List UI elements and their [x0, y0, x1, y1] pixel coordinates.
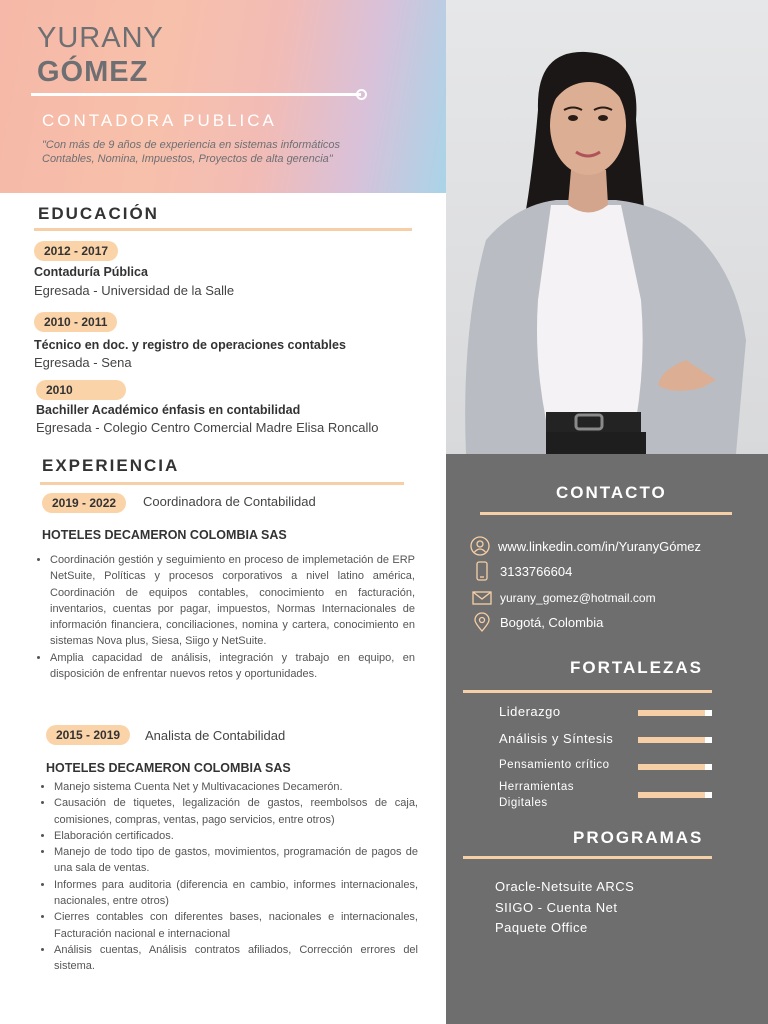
- email-address[interactable]: yurany_gomez@hotmail.com: [500, 591, 656, 605]
- contact-divider: [480, 512, 732, 515]
- education-years: 2010 - 2011: [34, 312, 117, 332]
- education-degree: Técnico en doc. y registro de operaciones contables: [34, 338, 346, 352]
- header-banner: [0, 0, 446, 193]
- strength-bar: [638, 792, 712, 798]
- job-role: CONTADORA PUBLICA: [42, 111, 277, 130]
- education-years: 2012 - 2017: [34, 241, 118, 261]
- contact-email[interactable]: [472, 588, 656, 608]
- profile-photo: [446, 0, 768, 454]
- job-position: Coordinadora de Contabilidad: [143, 494, 316, 509]
- contact-linkedin[interactable]: [470, 536, 701, 556]
- location-text: Bogotá, Colombia: [500, 614, 604, 630]
- job-years: 2019 - 2022: [42, 493, 126, 513]
- contact-phone: [472, 561, 572, 581]
- education-degree: Contaduría Pública: [34, 265, 148, 279]
- job-company: HOTELES DECAMERON COLOMBIA SAS: [46, 761, 291, 775]
- strength-label: Análisis y Síntesis: [499, 731, 614, 746]
- mail-icon: [472, 588, 492, 608]
- programs-divider: [463, 856, 712, 859]
- list-item: • Cierres contables con diferentes bases, nacionales e internacionales, Facturación nacional e internacional: [54, 909, 418, 942]
- list-item: • Coordinación gestión y seguimiento en proceso de implemetación de ERP NetSuite, Políticas y procesos corporativos a nivel latino américa, Coordinación de equipos contables, conocimiento en facturación, inventarios, cuentas por pagar, impuestos, Normas Internacionales de información financiera, conciliaciones, nomina y cartera, conocimiento en sistemas Nova plus, Siesa, Siigo y NetSuite.: [50, 552, 415, 650]
- program-item: Oracle-Netsuite ARCS: [495, 879, 635, 894]
- strengths-divider: [463, 690, 712, 693]
- education-title: EDUCACIÓN: [38, 204, 159, 223]
- strength-label: Liderazgo: [499, 704, 561, 719]
- contact-title: CONTACTO: [556, 483, 667, 502]
- phone-number: 3133766604: [500, 563, 573, 579]
- profile-summary: "Con más de 9 años de experiencia en sistemas informáticos Contables, Nomina, Impuestos, Proyectos de alta gerencia": [42, 139, 340, 165]
- program-item: Paquete Office: [495, 920, 588, 935]
- person-illustration: [446, 0, 768, 454]
- job-years: 2015 - 2019: [46, 725, 130, 745]
- list-item: • Manejo de todo tipo de gastos, movimientos, programación de pagos de una sala de ventas.: [54, 844, 418, 877]
- list-item: • Análisis cuentas, Análisis contratos afiliados, Corrección errores del sistema.: [54, 942, 418, 975]
- program-item: SIIGO - Cuenta Net: [495, 900, 618, 915]
- education-detail: Egresada - Colegio Centro Comercial Madre Elisa Roncallo: [36, 420, 379, 435]
- education-degree: Bachiller Académico énfasis en contabilidad: [36, 403, 301, 417]
- strength-bar: [638, 737, 712, 743]
- list-item: • Manejo sistema Cuenta Net y Multivacaciones Decamerón.: [54, 779, 418, 795]
- first-name: YURANY: [37, 22, 164, 54]
- user-icon: [470, 536, 490, 556]
- list-item: • Elaboración certificados.: [54, 828, 418, 844]
- phone-icon: [472, 561, 492, 581]
- last-name: GÓMEZ: [37, 56, 149, 88]
- education-divider: [34, 228, 412, 231]
- list-item: • Amplia capacidad de análisis, integración y trabajo en equipo, en disposición de enfrentar nuevos retos y oportunidades.: [50, 650, 415, 683]
- education-detail: Egresada - Sena: [34, 355, 132, 370]
- contact-location: [472, 612, 603, 632]
- list-item: • Informes para auditoria (diferencia en cambio, informes internacionales, nacionales, entre otros): [54, 877, 418, 910]
- job-bullets: [38, 779, 418, 975]
- strength-label: Herramientas Digitales: [499, 781, 575, 809]
- header-divider: [31, 93, 361, 96]
- programs-title: PROGRAMAS: [573, 828, 704, 847]
- strengths-title: FORTALEZAS: [570, 658, 704, 677]
- strength-label: Pensamiento crítico: [499, 759, 610, 771]
- location-pin-icon: [472, 612, 492, 632]
- education-years: 2010: [36, 380, 126, 400]
- strength-bar: [638, 764, 712, 770]
- header-divider-dot: [356, 89, 367, 100]
- experience-divider: [40, 482, 404, 485]
- experience-title: EXPERIENCIA: [42, 456, 180, 475]
- list-item: • Causación de tiquetes, legalización de gastos, reembolsos de caja, comisiones, compras, ventas, pago servicios, entre otros): [54, 795, 418, 828]
- strength-bar: [638, 710, 712, 716]
- linkedin-url[interactable]: www.linkedin.com/in/YuranyGómez: [498, 538, 702, 554]
- job-position: Analista de Contabilidad: [145, 728, 286, 743]
- job-bullets: [34, 552, 415, 682]
- education-detail: Egresada - Universidad de la Salle: [34, 283, 235, 298]
- job-company: HOTELES DECAMERON COLOMBIA SAS: [42, 528, 287, 542]
